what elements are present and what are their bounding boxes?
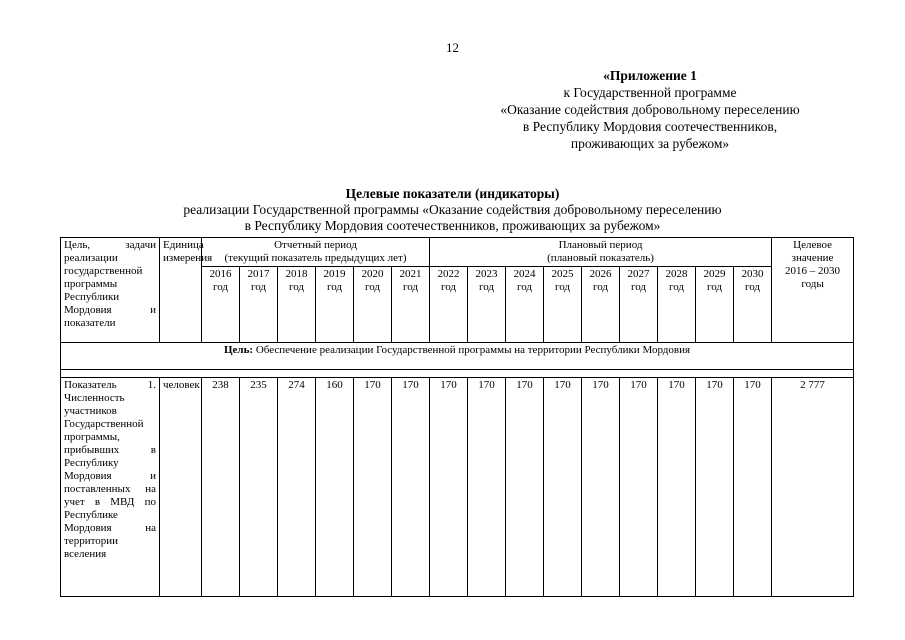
year-header [696,267,734,343]
indicator-value: 170 [658,378,696,597]
year-value: 2025 [551,268,574,280]
year-value: 2023 [475,268,498,280]
year-word: год [364,281,381,293]
planned-period-header [430,238,772,267]
year-word: год [326,281,343,293]
table-subtitle-line: в Республику Мордовия соотечественников, проживающих за рубежом» [244,218,661,233]
indicator-value: 238 [202,378,240,597]
indicator-value: 170 [734,378,772,597]
appendix-block [470,67,830,152]
year-header [354,267,392,343]
year-word: год [250,281,267,293]
appendix-line: проживающих за рубежом» [570,136,730,151]
year-header [734,267,772,343]
indicator-value: 170 [392,378,430,597]
table-title: Целевые показатели (индикаторы) [345,186,560,201]
indicator-name: Показатель 1. Численность участников Государственной программы, прибывших в Республику Мордовия и поставленных на учет в МВД по Республике Мордовия на территории вселения [61,378,160,597]
indicator-value: 235 [240,378,278,597]
target-header-line: значение [791,252,834,264]
year-header [316,267,354,343]
reporting-period-title: Отчетный период [274,239,357,251]
indicator-value: 160 [316,378,354,597]
goal-column-header: Цель, задачи реализации государственной программы Республики Мордовия и показатели [61,238,160,343]
indicator-value: 170 [354,378,392,597]
year-word: год [707,281,723,293]
goal-text: Обеспечение реализации Государственной программы на территории Республики Мордовия [253,344,691,356]
planned-period-note: (плановый показатель) [547,252,654,264]
year-word: год [555,281,571,293]
appendix-line: в Республику Мордовия соотечественников, [522,119,778,134]
indicator-target: 2 777 [772,378,854,597]
indicator-value: 170 [430,378,468,597]
year-word: год [441,281,457,293]
year-word: год [669,281,685,293]
appendix-line: «Оказание содействия добровольному переселению [500,102,800,117]
indicator-value: 274 [278,378,316,597]
year-header [620,267,658,343]
appendix-title: «Приложение 1 [603,68,697,83]
year-value: 2019 [323,268,346,280]
year-value: 2029 [703,268,726,280]
appendix-line: к Государственной программе [563,85,737,100]
year-value: 2016 [209,268,232,280]
target-header-line: Целевое [793,239,832,251]
year-value: 2018 [285,268,308,280]
year-header [240,267,278,343]
year-value: 2024 [513,268,536,280]
year-value: 2030 [741,268,764,280]
reporting-period-note: (текущий показатель предыдущих лет) [224,252,407,264]
target-header-line: годы [801,278,824,290]
year-word: год [479,281,495,293]
goal-row [61,343,854,370]
year-value: 2017 [247,268,270,280]
planned-period-title: Плановый период [558,239,643,251]
indicator-value: 170 [620,378,658,597]
year-header [506,267,544,343]
year-value: 2028 [665,268,688,280]
target-column-header [772,238,854,343]
indicator-value: 170 [544,378,582,597]
year-word: год [212,281,229,293]
year-word: год [403,281,419,293]
year-value: 2027 [627,268,650,280]
year-header [278,267,316,343]
indicator-value: 170 [468,378,506,597]
target-header-line: 2016 – 2030 [785,265,841,277]
table-heading [0,186,905,234]
year-word: год [745,281,761,293]
table-subtitle-line: реализации Государственной программы «Оказание содействия добровольному переселению [183,202,722,217]
reporting-period-header [202,238,430,267]
indicator-unit: человек [160,378,202,597]
year-value: 2020 [361,268,384,280]
page-number: 12 [446,40,459,55]
year-header [430,267,468,343]
year-header [202,267,240,343]
year-value: 2022 [437,268,460,280]
unit-column-header: Единица измерения [160,238,202,343]
year-word: год [593,281,609,293]
year-word: год [288,281,305,293]
indicators-table [60,237,854,597]
year-header [392,267,430,343]
goal-label: Цель: [223,344,254,356]
year-value: 2026 [589,268,612,280]
year-header [658,267,696,343]
indicator-value: 170 [582,378,620,597]
year-word: год [517,281,533,293]
table-row [61,378,854,597]
year-header [468,267,506,343]
year-header [582,267,620,343]
spacer-cell [61,370,854,378]
indicator-value: 170 [506,378,544,597]
year-header [544,267,582,343]
indicator-value: 170 [696,378,734,597]
year-value: 2021 [399,268,422,280]
year-word: год [631,281,647,293]
